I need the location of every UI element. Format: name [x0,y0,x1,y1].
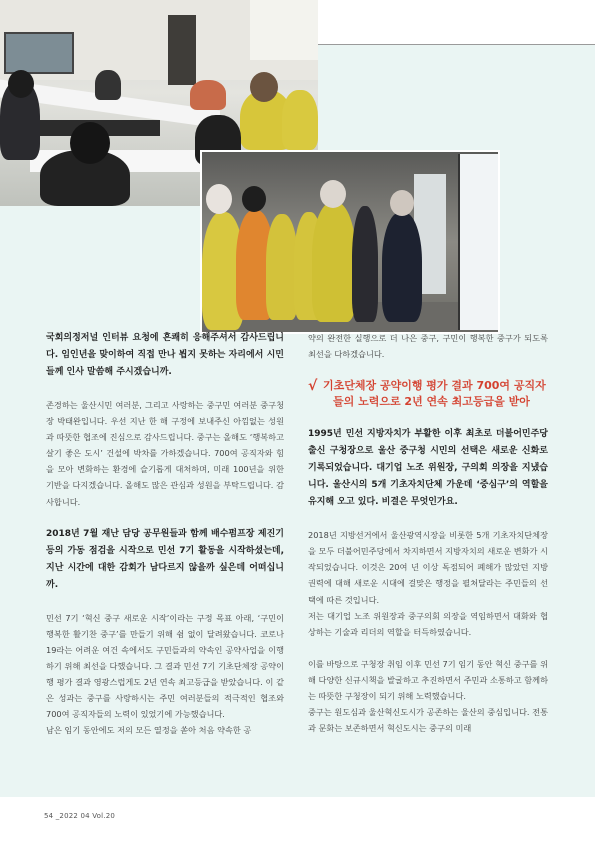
photo-window [250,0,318,60]
photo-person-head [242,186,266,212]
interview-question-term: 2018년 7월 재난 담당 공무원들과 함께 배수펌프장 제진기 등의 가동 점검을 시작으로 민선 7기 활동을 시작하셨는데, 지난 시간에 대한 감회가 남다르지 않을까 싶은데 어떠십니까. [46,528,284,590]
photo-person-head [70,122,110,164]
photo-person-head [206,184,232,214]
page-footer: 54 _2022 04 Vol.20 [44,812,116,820]
photo-door [168,15,196,85]
section-heading-line2: 들의 노력으로 2년 연속 최고등급을 받아 [333,395,530,409]
photo-person [312,202,356,322]
interview-answer-secret-3: 이를 바탕으로 구청장 취임 이후 민선 7기 임기 동안 혁신 중구를 위해 다양한 신규시책을 발굴하고 추진하면서 주민과 소통하고 함께하는 따뜻한 구청장이 되기 위해 노력했습니다. [308,658,548,702]
photo-person-head [250,72,278,102]
photo-person-head [390,190,414,216]
right-text-column [308,330,548,736]
photo-display-board [458,154,498,330]
photo-person [282,90,318,150]
check-icon: √ [308,378,318,395]
interview-answer-greeting: 존경하는 울산시민 여러분, 그리고 사랑하는 중구민 여러분 중구청장 박태완입니다. 우선 지난 한 해 구정에 보내주신 아낌없는 성원과 따뜻한 협조에 진심으로 감사드립니다. 중구는 올해도 ‘행복하고 살기 좋은 도시’ 건설에 박차를 가하겠습니다. 700여 공직자와 힘을 모아 변화하는 환경에 슬기롭게 대처하며, 미래 100년을 위한 기반을 다지겠습니다. 올해도 많은 관심과 성원을 부탁드립니다. 감사합니다. [46,400,284,507]
decorative-rule [318,44,595,45]
interview-answer-term: 민선 7기 ‘혁신 중구 새로운 시작’이라는 구정 목표 아래, ‘구민이 행복한 활기찬 중구’를 만들기 위해 쉼 없이 달려왔습니다. 코로나 19라는 어려운 여건 속에서도 구민들과의 약속인 공약사업을 이행하기 위해 최선을 다했습니다. 그 결과 민선 7기 기초단체장 공약이행 평가 결과 영광스럽게도 2년 연속 최고등급을 받았습니다. 이 같은 성과는 중구를 사랑하시는 주민 여러분들의 적극적인 협조와 700여 공직자들의 노력이 있었기에 가능했습니다. [46,612,284,720]
interview-question-intro: 국회의정저널 인터뷰 요청에 흔쾌히 응해주셔서 감사드립니다. 임인년을 맞이하여 직접 만나 뵙지 못하는 자리에서 시민들께 인사 말씀해 주시겠습니까. [46,333,284,377]
photo-person [382,212,422,322]
interview-answer-secret-4: 중구는 원도심과 울산혁신도시가 공존하는 울산의 중심입니다. 전통과 문화는 보존하면서 혁신도시는 중구의 미래 [308,707,548,734]
exhibition-tour-photo [200,150,500,334]
section-heading-line1: 기초단체장 공약이행 평가 결과 700여 공직자 [323,379,546,393]
section-heading [308,378,548,410]
interview-answer-term-continued: 남은 임기 동안에도 저의 모든 열정을 쏟아 처음 약속한 공 [46,725,252,736]
photo-screen [4,32,74,74]
photo-person-head [320,180,346,208]
interview-answer-secret-2: 저는 대기업 노조 위원장과 중구의회 의장을 역임하면서 대화와 협상하는 기술과 리더의 역할을 터득하였습니다. [308,610,548,637]
interview-answer-continuation: 약의 완전한 실행으로 더 나은 중구, 구민이 행복한 중구가 되도록 최선을 다하겠습니다. [308,333,548,360]
photo-person-head [8,70,34,98]
interview-question-secret: 1995년 민선 지방자치가 부활한 이후 최초로 더불어민주당 출신 구청장으로 울산 중구청 시민의 선택은 새로운 신화로 기록되었습니다. 대기업 노조 위원장, 구의회 의장을 지냈습니다. 울산시의 5개 기초자치단체 가운데 ‘중심구’의 역할을 유지해 오고 있다. 비결은 무엇인가요. [308,429,548,508]
photo-person [352,206,378,322]
left-text-column [46,330,284,738]
photo-person [190,80,226,110]
photo-person [95,70,121,100]
interview-answer-secret-1: 2018년 지방선거에서 울산광역시장을 비롯한 5개 기초자치단체장을 모두 더불어민주당에서 차지하면서 지방자치의 새로운 변화가 시작되었습니다. 이것은 20여 년 이상 독점되어 폐해가 많았던 지방 권력에 대해 새로운 시대에 걸맞은 행정을 펼쳐달라는 주민들의 선택에 따른 것입니다. [308,530,548,605]
